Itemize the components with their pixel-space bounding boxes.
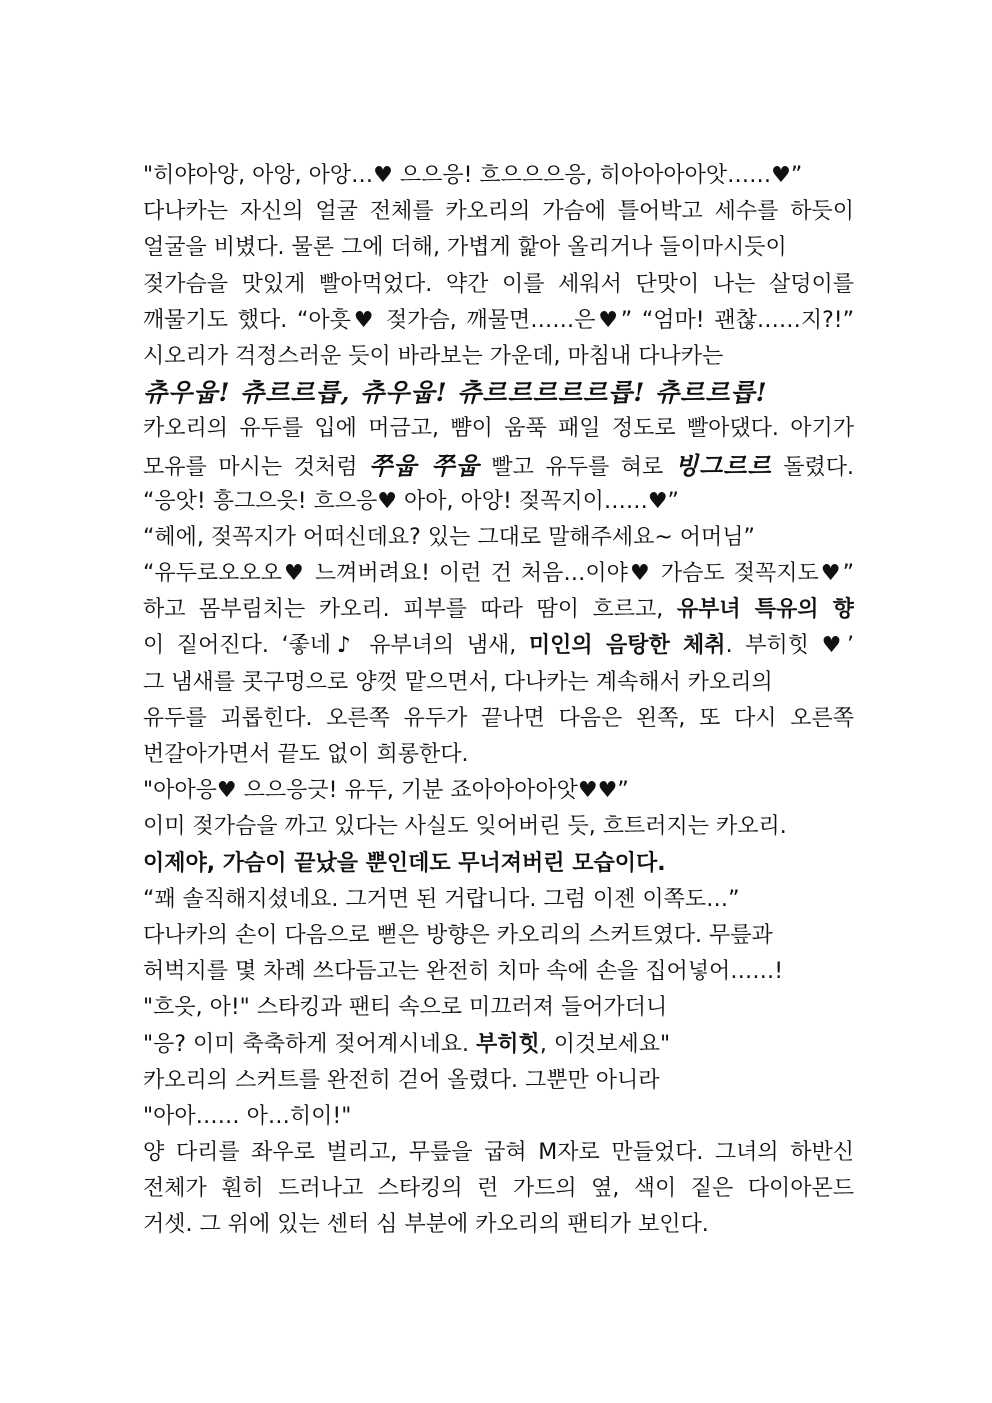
text-line: 츄우웁! 츄르르릅, 츄우웁! 츄르르르르르릅! 츄르르릅!: [143, 378, 768, 408]
text-line: "아아…… 아…히이!": [143, 1103, 352, 1129]
text-line: 카오리의 스커트를 완전히 걷어 올렸다. 그뿐만 아니라: [143, 1067, 660, 1093]
text-line: 번갈아가면서 끝도 없이 희롱한다.: [143, 742, 469, 767]
text-line: 이제야, 가슴이 끝났을 뿐인데도 무너져버린 모습이다.: [143, 850, 666, 876]
emphasis-text: 빙그르르: [674, 450, 772, 480]
text-line: 시오리가 걱정스러운 듯이 바라보는 가운데, 마침내 다나카는: [143, 343, 724, 369]
emphasis-text: 쭈웁 쭈웁: [369, 450, 480, 480]
body-text: [143, 158, 854, 1244]
text-line: 얼굴을 비볐다. 물론 그에 더해, 가볍게 핥아 올리거나 들이마시듯이: [143, 235, 787, 261]
text-line: “헤에, 젖꼭지가 어떠신데요? 있는 그대로 말해주세요~ 어머님”: [143, 524, 755, 550]
text-line: [143, 1027, 854, 1063]
text-segment: . 부히힛 ♥’: [725, 633, 854, 659]
emphasis-text: 미인의 음탕한 체취: [528, 633, 726, 659]
text-line: 카오리의 유두를 입에 머금고, 뺨이 움푹 패일 정도로 빨아댔다. 아기가: [143, 416, 854, 442]
text-line: "히야아앙, 아앙, 아앙…♥ 으으응! 흐으으으응, 히아아아아앗……♥”: [143, 163, 803, 188]
text-line: [143, 592, 854, 628]
text-line: 다나카는 자신의 얼굴 전체를 카오리의 가슴에 틀어박고 세수를 하듯이: [143, 199, 854, 225]
text-segment: 모유를 마시는 것처럼: [143, 454, 370, 480]
text-line: “꽤 솔직해지셨네요. 그거면 된 거랍니다. 그럼 이젠 이쪽도…”: [143, 886, 740, 912]
text-segment: 하고 몸부림치는 카오리. 피부를 따라 땀이 흐르고,: [143, 597, 677, 623]
text-line: 깨물기도 했다. “아흣♥ 젖가슴, 깨물면……은♥” “엄마! 괜찮……지?!”: [143, 307, 854, 333]
emphasis-text: 유부녀 특유의 향: [676, 597, 854, 623]
text-line: 거셋. 그 위에 있는 센터 심 부분에 카오리의 팬티가 보인다.: [143, 1212, 709, 1238]
text-line: “유두로오오오♥ 느껴버려요! 이런 건 처음…이야♥ 가슴도 젖꼭지도♥”: [143, 561, 854, 587]
text-line: "아아응♥ 으으응긋! 유두, 기분 죠아아아아앗♥♥”: [143, 778, 629, 804]
text-line: 전체가 훤히 드러나고 스타킹의 런 가드의 옆, 색이 짙은 다이아몬드: [143, 1176, 854, 1202]
emphasis-text: 부히힛: [476, 1031, 540, 1057]
text-segment: 돌렸다.: [771, 454, 854, 480]
text-line: 허벅지를 몇 차례 쓰다듬고는 완전히 치마 속에 손을 집어넣어……!: [143, 959, 784, 985]
text-line: "흐읏, 아!" 스타킹과 팬티 속으로 미끄러져 들어가더니: [143, 995, 668, 1021]
text-segment: 빨고 유두를 혀로: [479, 454, 675, 480]
text-line: 이미 젖가슴을 까고 있다는 사실도 잊어버린 듯, 흐트러지는 카오리.: [143, 814, 787, 840]
text-line: [143, 628, 854, 664]
text-line: 다나카의 손이 다음으로 뻗은 방향은 카오리의 스커트였다. 무릎과: [143, 922, 773, 948]
text-line: 그 냄새를 콧구멍으로 양껏 맡으면서, 다나카는 계속해서 카오리의: [143, 669, 773, 695]
text-segment: 이 짙어진다. ‘좋네♪ 유부녀의 냄새,: [143, 633, 529, 659]
text-line: 젖가슴을 맛있게 빨아먹었다. 약간 이를 세워서 단맛이 나는 살덩이를: [143, 271, 854, 297]
text-line: [143, 448, 854, 484]
text-segment: "응? 이미 축축하게 젖어계시네요.: [143, 1031, 477, 1057]
text-segment: , 이것보세요": [539, 1031, 671, 1057]
text-line: “응앗! 흥그으읏! 흐으응♥ 아아, 아앙! 젖꼭지이……♥”: [143, 488, 679, 514]
text-line: 양 다리를 좌우로 벌리고, 무릎을 굽혀 M자로 만들었다. 그녀의 하반신: [143, 1140, 854, 1166]
text-line: 유두를 괴롭힌다. 오른쪽 유두가 끝나면 다음은 왼쪽, 또 다시 오른쪽: [143, 705, 854, 731]
